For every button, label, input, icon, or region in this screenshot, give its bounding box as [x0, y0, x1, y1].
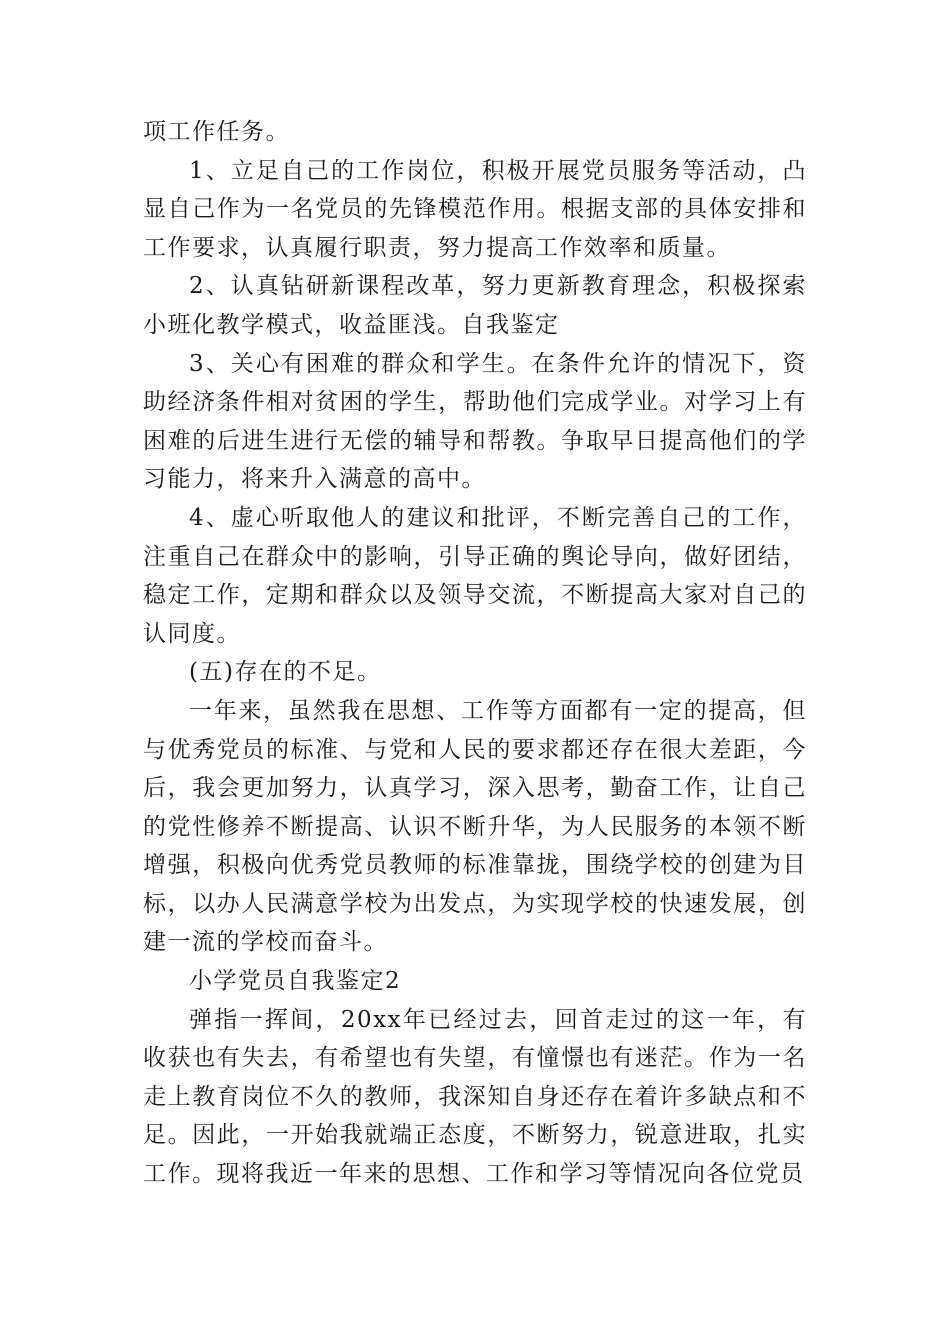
- paragraph-shortcomings: 一年来，虽然我在思想、工作等方面都有一定的提高，但与优秀党员的标准、与党和人民的要求都还存在很大差距，今后，我会更加努力，认真学习，深入思考，勤奋工作，让自己的党性修养不断提高、认识不断升华，为人民服务的本领不断增强，积极向优秀党员教师的标准靠拢，围绕学校的创建为目标，以办人民满意学校为出发点，为实现学校的快速发展，创建一流的学校而奋斗。: [143, 697, 807, 956]
- paragraph-item-2: 2、认真钻研新课程改革，努力更新教育理念，积极探索小班化教学模式，收益匪浅。自我鉴定: [143, 273, 807, 338]
- paragraph-item-1: 1、立足自己的工作岗位，积极开展党员服务等活动，凸显自己作为一名党员的先锋模范作用。根据支部的具体安排和工作要求，认真履行职责，努力提高工作效率和质量。: [143, 157, 807, 261]
- section-heading-shortcomings: (五)存在的不足。: [189, 659, 382, 686]
- paragraph-item-3: 3、关心有困难的群众和学生。在条件允许的情况下，资助经济条件相对贫困的学生，帮助他们完成学业。对学习上有困难的后进生进行无偿的辅导和帮教。争取早日提高他们的学习能力，将来升入满意的高中。: [143, 350, 807, 493]
- document-body: [143, 113, 807, 1194]
- paragraph-intro-2: 弹指一挥间，20xx年已经过去，回首走过的这一年，有收获也有失去，有希望也有失望，有憧憬也有迷茫。作为一名走上教育岗位不久的教师，我深知自身还存在着许多缺点和不足。因此，一开始我就端正态度，不断努力，锐意进取，扎实工作。现将我近一年来的思想、工作和学习等情况向各位党员: [143, 1006, 807, 1188]
- paragraph-continuation: 项工作任务。: [143, 119, 290, 145]
- section-title-2: 小学党员自我鉴定2: [189, 968, 402, 995]
- paragraph-item-4: 4、虚心听取他人的建议和批评，不断完善自己的工作，注重自己在群众中的影响，引导正确的舆论导向，做好团结，稳定工作，定期和群众以及领导交流，不断提高大家对自己的认同度。: [143, 504, 807, 647]
